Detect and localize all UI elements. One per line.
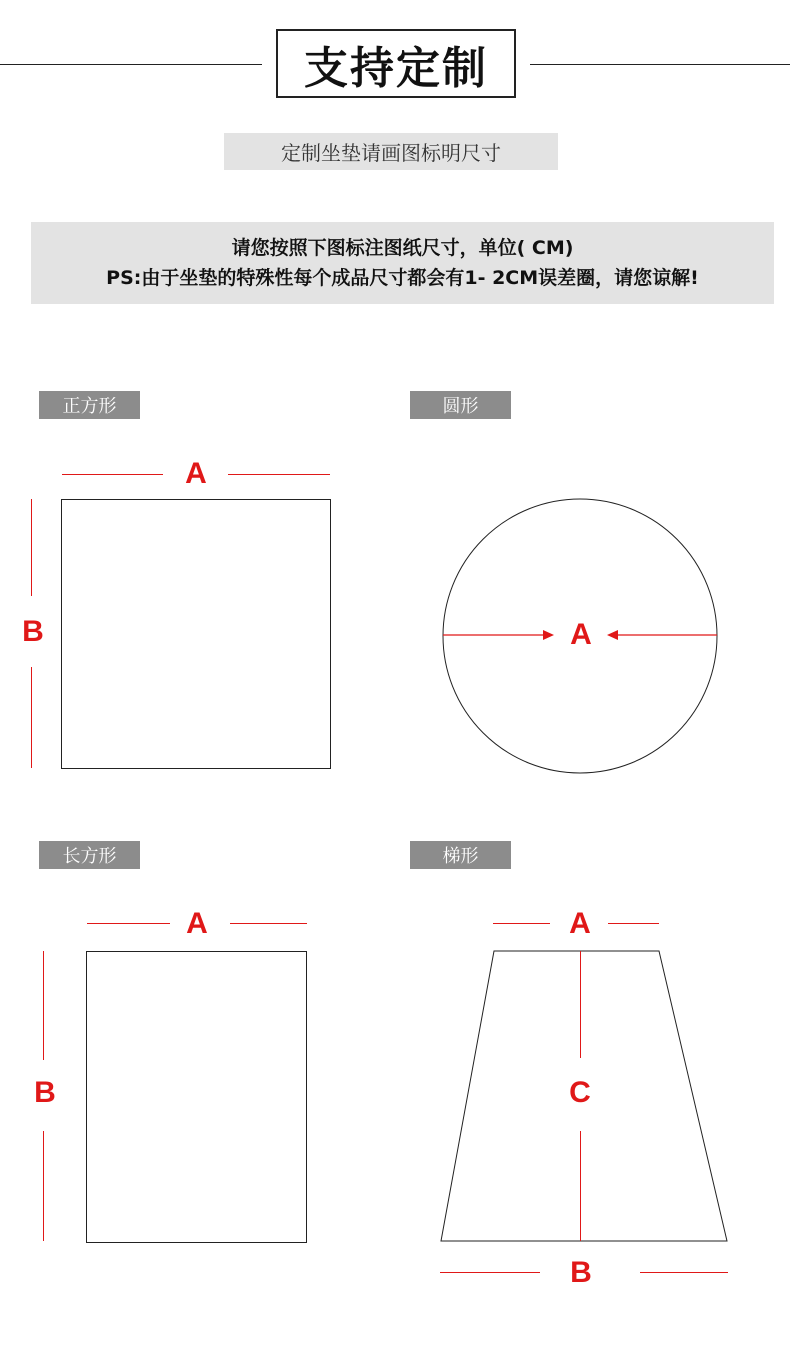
- trapezoid-b-dim-right: [640, 1272, 728, 1273]
- trapezoid-label-a: A: [569, 907, 591, 940]
- tag-square: 正方形: [39, 391, 140, 419]
- rectangle-label-b: B: [34, 1076, 56, 1109]
- circle-label-a: A: [570, 618, 592, 651]
- trapezoid-label-b: B: [570, 1256, 592, 1289]
- trapezoid-label-c: C: [569, 1076, 591, 1109]
- tag-trapezoid: 梯形: [410, 841, 511, 869]
- page-subtitle: 定制坐垫请画图标明尺寸: [224, 133, 558, 170]
- notice-line-2: PS:由于坐垫的特殊性每个成品尺寸都会有1- 2CM误差圈，请您谅解!: [106, 267, 699, 289]
- square-label-b: B: [22, 615, 44, 648]
- tag-circle: 圆形: [410, 391, 511, 419]
- page-title: 支持定制: [276, 29, 516, 98]
- rectangle-label-a: A: [186, 907, 208, 940]
- trapezoid-b-dim-left: [440, 1272, 540, 1273]
- tag-rectangle: 长方形: [39, 841, 140, 869]
- notice-line-1: 请您按照下图标注图纸尺寸，单位( CM): [231, 237, 574, 259]
- square-label-a: A: [185, 457, 207, 490]
